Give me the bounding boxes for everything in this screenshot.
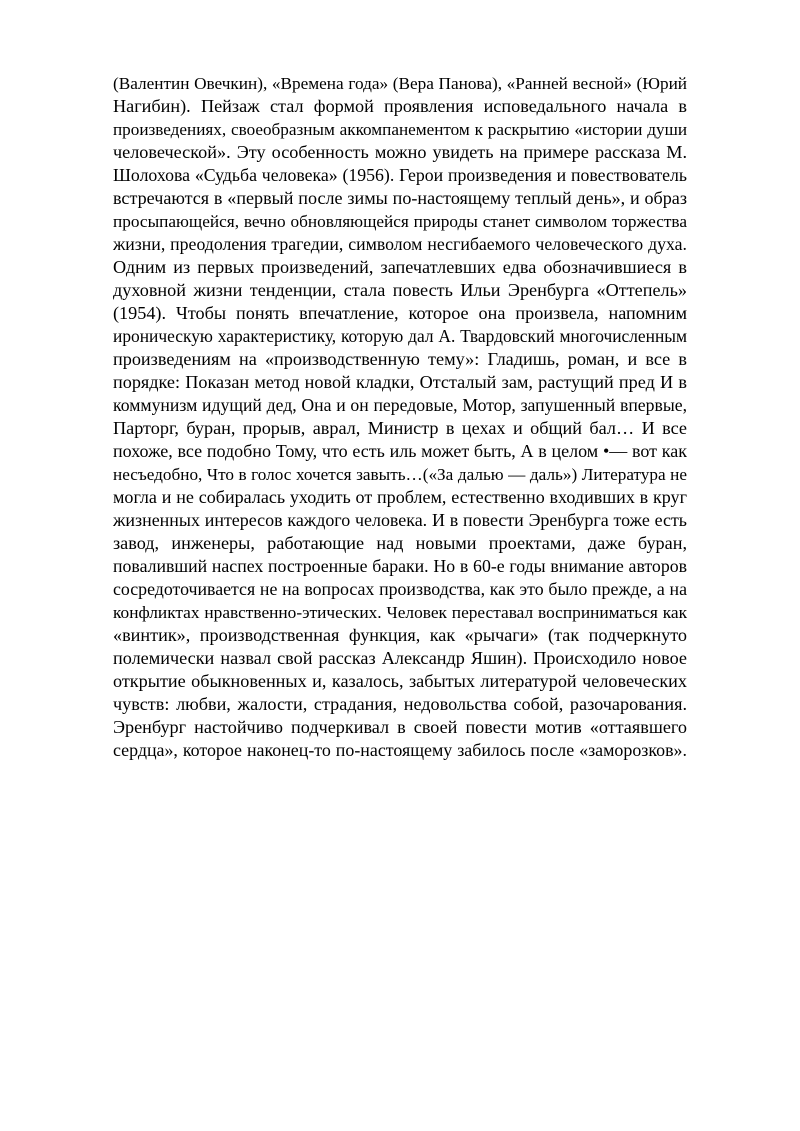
text-line: конфликтах нравственно-этических. Человек переставал восприниматься как (113, 603, 687, 622)
text-line: (1954). Чтобы понять впечатление, которое она произвела, напомним (113, 303, 687, 323)
text-line: «винтик», производственная функция, как «рычаги» (так подчеркнуто (113, 625, 687, 645)
text-line: Эренбург настойчиво подчеркивал в своей повести мотив «оттаявшего (113, 717, 687, 737)
text-line: произведениях, своеобразным аккомпанементом к раскрытию «истории души (113, 120, 687, 139)
text-line: коммунизм идущий дед, Она и он передовые, Мотор, запушенный впервые, (113, 395, 687, 415)
text-line: Парторг, буран, прорыв, аврал, Министр в цехах и общий бал… И все (113, 418, 687, 438)
text-line: произведениям на «производственную тему»: Гладишь, роман, и все в (113, 349, 687, 369)
text-line: порядке: Показан метод новой кладки, Отсталый зам, растущий пред И в (113, 372, 687, 392)
text-line: несъедобно, Что в голос хочется завыть…(«За далью — даль») Литература не (113, 465, 687, 484)
text-line: открытие обыкновенных и, казалось, забытых литературой человеческих (113, 671, 687, 691)
text-line: Нагибин). Пейзаж стал формой проявления исповедального начала в (113, 96, 687, 116)
text-line: просыпающейся, вечно обновляющейся природы станет символом торжества (113, 212, 687, 231)
text-line: сосредоточивается не на вопросах производства, как это было прежде, а на (113, 579, 687, 599)
text-line: сердца», которое наконец-то по-настоящему забилось после «заморозков». (113, 740, 687, 760)
text-line: (Валентин Овечкин), «Времена года» (Вера Панова), «Ранней весной» (Юрий (113, 74, 687, 93)
text-line: жизни, преодоления трагедии, символом несгибаемого человеческого духа. (113, 234, 687, 254)
text-line: человеческой». Эту особенность можно увидеть на примере рассказа М. (113, 142, 687, 162)
text-line: могла и не собиралась уходить от проблем, естественно входивших в круг (113, 487, 687, 507)
text-line: полемически назвал свой рассказ Александр Яшин). Происходило новое (113, 648, 687, 668)
text-line: Одним из первых произведений, запечатлевших едва обозначившиеся в (113, 257, 687, 277)
text-line: ироническую характеристику, которую дал А. Твардовский многочисленным (113, 326, 687, 346)
text-line: завод, инженеры, работающие над новыми проектами, даже буран, (113, 533, 687, 553)
body-paragraph (113, 72, 687, 762)
text-line: поваливший наспех построенные бараки. Но в 60-е годы внимание авторов (113, 556, 687, 576)
text-line: чувств: любви, жалости, страдания, недовольства собой, разочарования. (113, 694, 687, 714)
text-line: жизненных интересов каждого человека. И в повести Эренбурга тоже есть (113, 510, 687, 530)
text-line: духовной жизни тенденции, стала повесть Ильи Эренбурга «Оттепель» (113, 280, 687, 300)
text-line: Шолохова «Судьба человека» (1956). Герои произведения и повествователь (113, 165, 687, 185)
text-line: встречаются в «первый после зимы по-настоящему теплый день», и образ (113, 188, 687, 208)
text-line: похоже, все подобно Тому, что есть иль может быть, А в целом •— вот как (113, 441, 687, 461)
